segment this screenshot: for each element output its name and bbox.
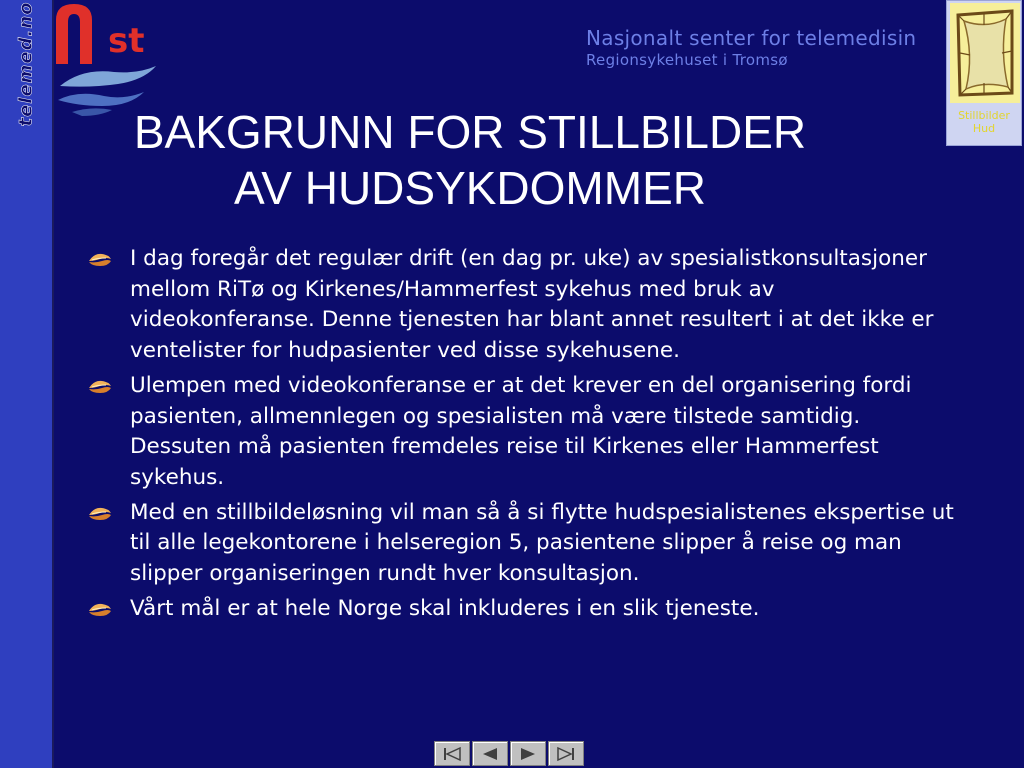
bullet-list [86,244,966,628]
first-slide-icon [441,746,463,762]
bullet-item: Ulempen med videokonferanse er at det krever en del organisering fordi pasienten, allmennlegen og spesialisten må være tilstede samtidig. Dessuten må pasienten fremdeles reise til Kirkenes eller Hammerfest sykehus. [86,371,966,494]
slide-navigation [434,741,588,768]
last-slide-icon [555,746,577,762]
bullet-icon [88,377,112,395]
site-url-label: telemed.no [15,1,37,127]
slide-thumbnail[interactable] [946,0,1022,146]
next-slide-button[interactable] [510,741,546,766]
thumbnail-label: Stillbilder Hud [958,109,1010,135]
bullet-icon [88,504,112,522]
stretched-hide-frame-icon [950,3,1020,103]
bullet-item: I dag foregår det regulær drift (en dag pr. uke) av spesialistkonsultasjoner mellom RiTø og Kirkenes/Hammerfest sykehus med bruk av videokonferanse. Denne tjenesten har blant annet resultert i at det ikke er ventelister for hudpasienter ved disse sykehusene. [86,244,966,367]
svg-text:st: st [108,21,145,61]
bullet-item: Vårt mål er at hele Norge skal inkluderes i en slik tjeneste. [86,594,966,625]
nst-logo [52,0,172,120]
organization-title: Nasjonalt senter for telemedisin [586,26,917,50]
next-slide-icon [517,746,539,762]
previous-slide-icon [479,746,501,762]
first-slide-button[interactable] [434,741,470,766]
previous-slide-button[interactable] [472,741,508,766]
left-sidebar [0,0,54,768]
slide-title: BAKGRUNN FOR STILLBILDER AV HUDSYKDOMMER [133,106,807,214]
last-slide-button[interactable] [548,741,584,766]
bullet-icon [88,600,112,618]
organization-subtitle: Regionsykehuset i Tromsø [586,51,788,69]
bullet-item: Med en stillbildeløsning vil man så å si flytte hudspesialistenes ekspertise ut til alle legekontorene i helseregion 5, pasientene slipper å reise og man slipper organiseringen rundt hver konsultasjon. [86,498,966,590]
bullet-icon [88,250,112,268]
